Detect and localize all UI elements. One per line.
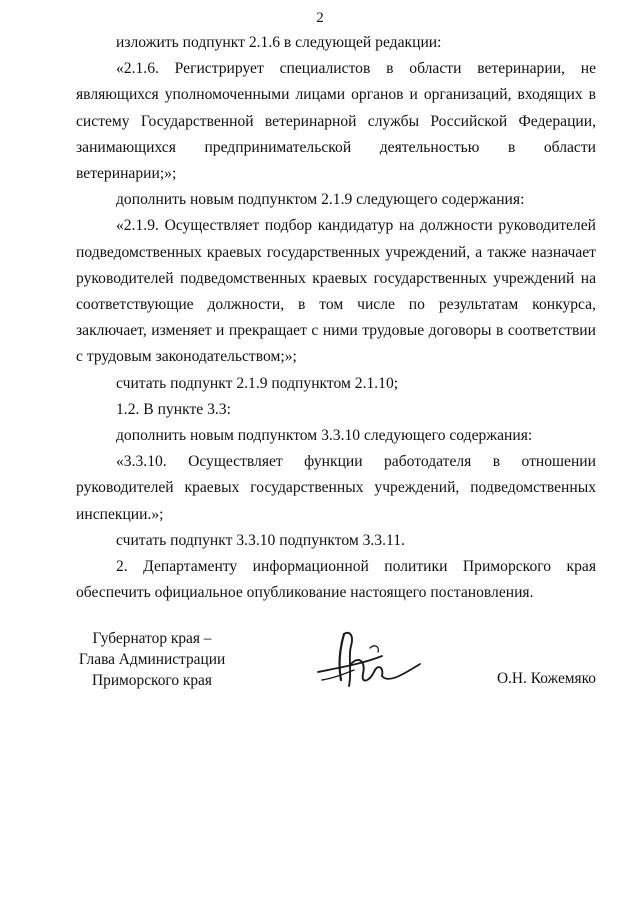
paragraph-renumber-3-3-10: считать подпункт 3.3.10 подпунктом 3.3.11. <box>116 531 405 549</box>
signature-block <box>76 628 596 708</box>
paragraph-3-3-10-text: «3.3.10. Осуществляет функции работодателя в отношении руководителей краевых государственных учреждений, подведомственных инспекции.»; <box>76 453 596 523</box>
paragraph-add-3-3-10: дополнить новым подпунктом 3.3.10 следующего содержания: <box>116 427 533 445</box>
paragraph-add-2-1-9: дополнить новым подпунктом 2.1.9 следующего содержания: <box>116 191 525 209</box>
paragraph-renumber-2-1-9: считать подпункт 2.1.9 подпунктом 2.1.10; <box>116 374 399 392</box>
paragraph-2-1-9-text: «2.1.9. Осуществляет подбор кандидатур на должности руководителей подведомственных краевых государственных учреждений, а также назначает руководителей подведомственных краевых государственных учреждений на соответствующие должности, в том числе по результатам конкурса, заключает, изменяет и прекращает с ними трудовые договоры в соответствии с трудовым законодательством;»; <box>76 217 596 366</box>
page-number: 2 <box>316 10 324 26</box>
paragraph-2-1-6-text: «2.1.6. Регистрирует специалистов в области ветеринарии, не являющихся уполномоченными лицами органов и организаций, входящих в систему Государственной ветеринарной службы Российской Федерации, занимающихся предпринимательской деятельностью в области ветеринарии;»; <box>76 60 596 183</box>
signer-title-line-2: Глава Администрации <box>78 651 226 668</box>
signer-title <box>76 628 228 691</box>
paragraph-publication-order: 2. Департаменту информационной политики Приморского края обеспечить официальное опубликование настоящего постановления. <box>76 558 596 602</box>
signer-title-line-1: Губернатор края – <box>92 630 212 647</box>
paragraph-amend-2-1-6: изложить подпункт 2.1.6 в следующей редакции: <box>116 34 442 51</box>
signer-name: О.Н. Кожемяко <box>496 670 596 687</box>
handwritten-signature <box>314 620 424 702</box>
paragraph-1-2-heading: 1.2. В пункте 3.3: <box>116 400 231 418</box>
document-body <box>76 30 596 606</box>
signer-title-line-3: Приморского края <box>92 672 212 689</box>
